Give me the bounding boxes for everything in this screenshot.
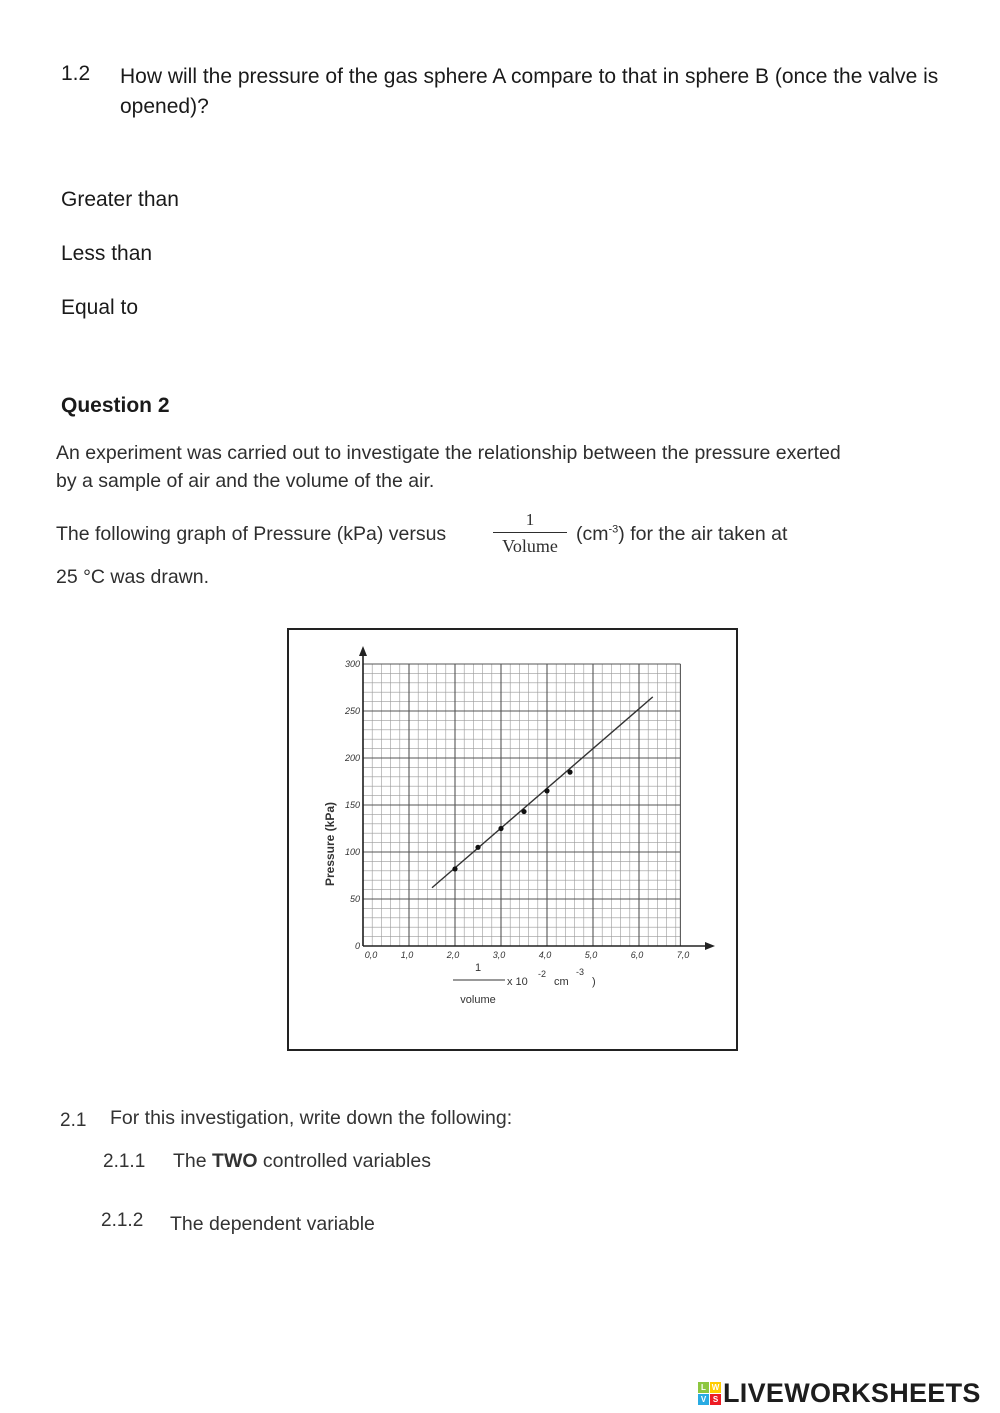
x-label-exponent: -2 xyxy=(538,969,547,979)
x-tick-label: 1,0 xyxy=(400,950,414,960)
pressure-volume-chart xyxy=(287,628,738,1051)
best-fit-line xyxy=(432,697,653,888)
graph-sentence-before: The following graph of Pressure (kPa) versus xyxy=(56,523,447,545)
chart-marks xyxy=(432,697,653,888)
logo-tile-s: S xyxy=(710,1394,721,1405)
y-tick-label: 250 xyxy=(344,706,360,716)
y-tick-label: 300 xyxy=(344,659,360,669)
inverse-volume-fraction xyxy=(493,510,567,557)
x-label-cm: cm xyxy=(554,976,569,988)
x-tick-label: 2,0 xyxy=(446,950,460,960)
graph-sentence-after-text: for the air taken at xyxy=(630,523,788,545)
q211-pre: The xyxy=(173,1150,213,1172)
question-2-1-1-number: 2.1.1 xyxy=(103,1151,146,1172)
question-2-title: Question 2 xyxy=(61,394,170,417)
option-greater-than[interactable]: Greater than xyxy=(61,188,179,211)
x-tick-label: 3,0 xyxy=(492,950,506,960)
question-2-1-2-text: The dependent variable xyxy=(170,1213,375,1235)
fraction-denominator: Volume xyxy=(502,536,558,556)
x-tick-label: 6,0 xyxy=(630,950,644,960)
logo-tile-l: L xyxy=(698,1382,709,1393)
x-axis-label xyxy=(453,962,596,1006)
graph-sentence-end: 25 °C was drawn. xyxy=(56,566,210,588)
liveworksheets-logo-icon xyxy=(698,1382,721,1405)
fraction-numerator: 1 xyxy=(525,510,535,529)
unit-base: (cm xyxy=(576,523,609,545)
major-grid xyxy=(363,664,680,946)
q211-post: controlled variables xyxy=(257,1150,431,1172)
logo-tile-w: W xyxy=(711,1383,720,1392)
question-2-1-text: For this investigation, write down the following: xyxy=(110,1107,513,1129)
question-1-2-text: How will the pressure of the gas sphere A compare to that in sphere B (once the valve is opened)? xyxy=(120,65,939,118)
option-less-than[interactable]: Less than xyxy=(61,242,153,265)
y-tick-label: 150 xyxy=(344,800,360,810)
question-2-1-2-number: 2.1.2 xyxy=(101,1210,144,1231)
x-axis-arrow xyxy=(705,942,715,950)
x-tick-label: 4,0 xyxy=(538,950,552,960)
y-tick-label: 50 xyxy=(349,894,360,904)
x-label-numerator: 1 xyxy=(474,962,482,974)
question-1-2-number: 1.2 xyxy=(61,62,91,85)
y-axis-label: Pressure (kPa) xyxy=(323,801,337,887)
data-point xyxy=(521,809,526,814)
liveworksheets-logo[interactable] xyxy=(698,1378,981,1409)
data-point xyxy=(567,770,572,775)
y-axis-arrow xyxy=(359,646,367,656)
data-point xyxy=(452,866,457,871)
option-equal-to[interactable]: Equal to xyxy=(61,296,139,319)
x-tick-label: 7,0 xyxy=(676,950,690,960)
question-2-1-number: 2.1 xyxy=(60,1110,87,1131)
fraction-bar xyxy=(493,532,567,533)
graph-sentence-after xyxy=(576,523,787,546)
data-point xyxy=(544,788,549,793)
unit-exponent: -3 xyxy=(608,523,619,536)
question-2-1-1-text xyxy=(173,1150,431,1173)
logo-tile-v: V xyxy=(698,1394,709,1405)
data-point xyxy=(498,826,503,831)
question-2-intro: An experiment was carried out to investigate the relationship between the pressure exerted by a sample of air and the volume of the air. xyxy=(56,442,841,492)
tick-labels xyxy=(344,659,689,960)
y-tick-label: 0 xyxy=(354,941,360,951)
x-label-cm-exponent: -3 xyxy=(576,967,585,977)
q211-bold: TWO xyxy=(212,1150,258,1172)
x-tick-label: 5,0 xyxy=(584,950,598,960)
unit-close: ) xyxy=(618,523,625,545)
x-label-close: ) xyxy=(592,976,596,988)
x-label-units: x 10 xyxy=(507,976,528,988)
y-tick-label: 100 xyxy=(344,847,360,857)
x-label-denominator: volume xyxy=(460,994,496,1006)
logo-text: LIVEWORKSHEETS xyxy=(723,1378,981,1408)
x-tick-label: 0,0 xyxy=(364,950,378,960)
data-point xyxy=(475,845,480,850)
y-tick-label: 200 xyxy=(344,753,360,763)
chart-axes xyxy=(359,646,715,950)
